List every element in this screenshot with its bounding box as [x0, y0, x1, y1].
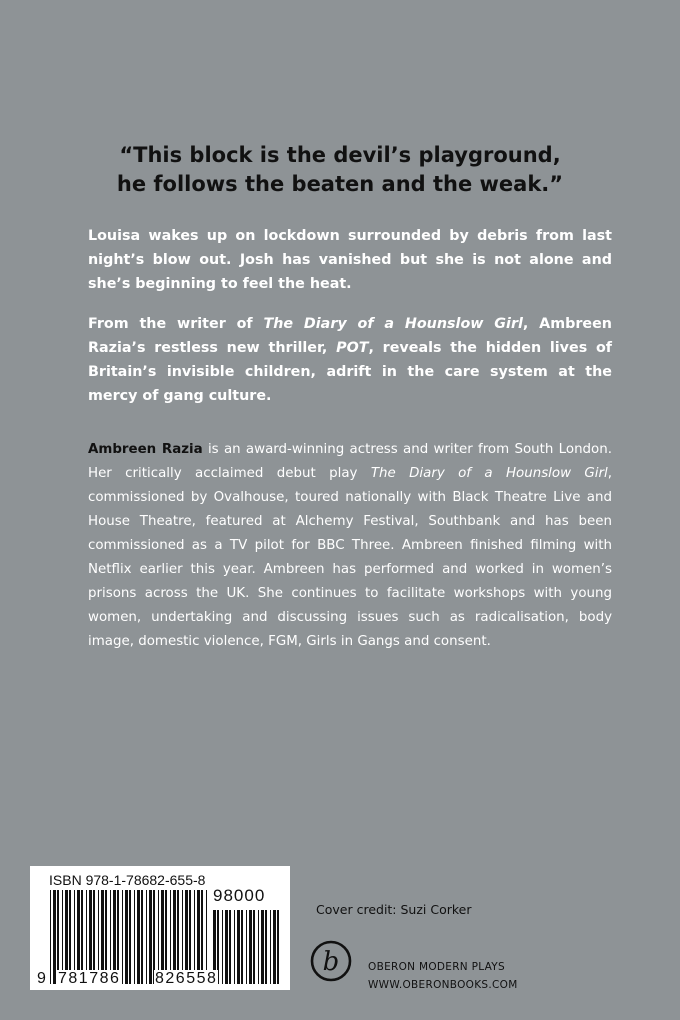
barcode-bar	[122, 890, 123, 984]
play-title: The Diary of a Hounslow Girl	[370, 466, 608, 481]
blurb-text: , reveals the hidden lives of Britain’s invisible children, adrift in the care system at the mercy of gang culture.	[88, 340, 613, 404]
barcode-bar	[141, 890, 143, 984]
price-code: 98000	[213, 886, 266, 905]
barcode-bar	[270, 910, 271, 984]
barcode-bar	[129, 890, 131, 984]
barcode-bar	[277, 910, 279, 984]
barcode-bar	[50, 890, 51, 984]
barcode-bar	[53, 890, 56, 984]
barcode-bar	[137, 890, 140, 984]
barcode-bar	[134, 890, 135, 984]
barcode-bar	[261, 910, 264, 984]
isbn-number: ISBN 978-1-78682-655-8	[49, 872, 206, 888]
barcode-bar	[225, 910, 228, 984]
barcode-bar	[273, 910, 276, 984]
publisher-imprint: OBERON MODERN PLAYS	[368, 961, 505, 973]
barcode-digits-left: 781786	[58, 970, 121, 987]
barcode-bar	[249, 910, 252, 984]
quote-line-1: “This block is the devil’s playground,	[119, 143, 561, 167]
oberon-logo-icon	[310, 940, 352, 982]
publisher-url[interactable]: WWW.OBERONBOOKS.COM	[368, 979, 518, 991]
play-title: The Diary of a Hounslow Girl	[263, 316, 523, 332]
barcode-bar	[149, 890, 152, 984]
bio-text: is an award-winning actress and writer from South London. Her critically acclaimed debut play	[88, 442, 612, 481]
blurb-text: , Ambreen Razia’s restless new thriller,	[88, 316, 612, 356]
barcode-bar	[146, 890, 147, 984]
barcode-bar	[241, 910, 243, 984]
play-title: POT	[336, 340, 369, 356]
barcode-bar	[253, 910, 255, 984]
barcode-bar	[222, 910, 223, 984]
barcode-bar	[265, 910, 267, 984]
barcode-bar	[237, 910, 240, 984]
author-bio	[88, 438, 612, 654]
cover-credit: Cover credit: Suzi Corker	[316, 902, 472, 917]
barcode-bar	[258, 910, 259, 984]
author-name: Ambreen Razia	[88, 442, 203, 457]
barcode-bar	[246, 910, 247, 984]
blurb-paragraph-2	[88, 312, 612, 408]
blurb-text: From the writer of	[88, 316, 264, 332]
bio-text: , commissioned by Ovalhouse, toured nationally with Black Theatre Live and House Theatre, featured at Alchemy Festival, Southbank and has been commissioned as a TV pilot for BBC Three. Ambreen finished filming with Netflix earlier this year. Ambreen has performed and worked in women’s prisons across the UK. She continues to facilitate workshops with young women, undertaking and discussing issues such as radicalisation, body image, domestic violence, FGM, Girls in Gangs and consent.	[88, 466, 612, 649]
barcode-bar	[229, 910, 231, 984]
barcode-digits-right: 826558	[155, 970, 218, 987]
barcode-bar	[125, 890, 128, 984]
logo-letter: b	[322, 947, 340, 977]
pull-quote	[40, 141, 640, 199]
isbn-barcode	[30, 866, 290, 990]
quote-line-2: he follows the beaten and the weak.”	[116, 172, 564, 196]
publisher-info	[368, 958, 518, 994]
barcode-bar	[234, 910, 235, 984]
barcode-digit-first: 9	[37, 970, 48, 987]
blurb-paragraph-1: Louisa wakes up on lockdown surrounded by debris from last night’s blow out. Josh has vanished but she is not alone and she’s beginning to feel the heat.	[88, 228, 612, 292]
